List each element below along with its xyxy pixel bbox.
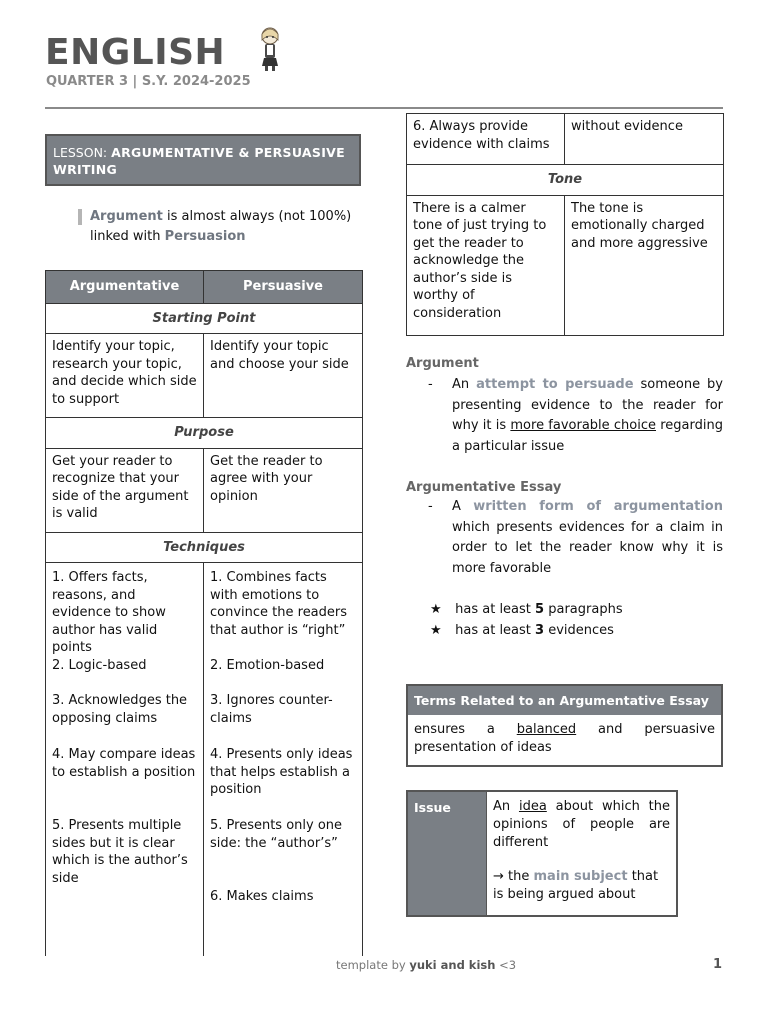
requirement-text: has at least [455, 602, 531, 617]
issue-definition [487, 792, 676, 915]
essay-definition [428, 497, 723, 579]
argument-note [78, 207, 363, 247]
table-cell: 3. Ignores counter-claims [210, 693, 333, 726]
accent-text: attempt to persuade [476, 377, 634, 392]
comparison-table-continued [406, 113, 724, 336]
arrow-text: → the [493, 869, 530, 884]
persuasion-term: Persuasion [164, 229, 246, 244]
lesson-title: ARGUMENTATIVE & PERSUASIVE WRITING [53, 145, 345, 177]
issue-text: that is being argued about [493, 869, 659, 902]
footer-text: template by [336, 958, 406, 972]
definition-text: regarding a particular issue [452, 418, 723, 454]
table-cell: 5. Presents multiple sides but it is clear which is the author’s side [52, 818, 188, 886]
page-subtitle: QUARTER 3 | S.Y. 2024-2025 [46, 74, 251, 89]
requirement-count: 3 [535, 623, 545, 638]
essay-requirements [430, 599, 623, 641]
table-cell: 4. Presents only ideas that helps establish a position [210, 747, 353, 797]
table-cell: 2. Logic-based [52, 658, 147, 673]
table-cell: The tone is emotionally charged and more aggressive [565, 195, 724, 335]
footer-authors: yuki and kish [409, 958, 496, 972]
terms-title: Terms Related to an Argumentative Essay [408, 686, 721, 715]
table-cell: 1. Combines facts with emotions to convince the readers that author is “right” [210, 570, 348, 638]
page-title: ENGLISH [45, 32, 226, 73]
table-cell: 2. Emotion-based [210, 658, 325, 673]
underlined-text: idea [518, 799, 547, 814]
terms-text: and persuasive presentation of ideas [414, 722, 715, 755]
star-icon: ★ [430, 602, 442, 617]
terms-box [406, 684, 723, 767]
issue-text: An [493, 799, 511, 814]
mascot-icon [256, 24, 284, 72]
table-cell: Get the reader to agree with your opinion [204, 448, 363, 532]
section-purpose: Purpose [46, 418, 363, 449]
techniques-argumentative [46, 563, 204, 957]
table-cell: 6. Makes claims [210, 889, 314, 904]
requirement-text: paragraphs [548, 602, 623, 617]
table-cell: 5. Presents only one side: the “author’s” [210, 818, 343, 851]
quote-bar [78, 209, 82, 225]
table-cell: without evidence [565, 114, 724, 165]
header-divider [45, 107, 723, 109]
header-persuasive: Persuasive [204, 271, 363, 304]
comparison-table [45, 270, 363, 956]
section-starting-point: Starting Point [46, 303, 363, 334]
note-text: is almost always (not 100%) linked with [90, 209, 352, 244]
definition-text: A [452, 499, 461, 514]
underlined-text: more favorable choice [510, 418, 656, 433]
essay-heading: Argumentative Essay [406, 480, 562, 495]
accent-text: written form of argumentation [473, 499, 723, 514]
terms-body [408, 715, 721, 765]
lesson-banner [45, 134, 361, 186]
definition-text: which presents evidences for a claim in order to let the reader know why it is more favorable [452, 519, 723, 576]
section-tone: Tone [407, 165, 724, 196]
table-cell: Identify your topic and choose your side [204, 334, 363, 418]
issue-label: Issue [408, 792, 487, 915]
table-cell: 4. May compare ideas to establish a position [52, 747, 196, 780]
table-cell: Identify your topic, research your topic, and decide which side to support [46, 334, 204, 418]
issue-box [406, 790, 678, 917]
page-number: 1 [713, 957, 723, 972]
header-argumentative: Argumentative [46, 271, 204, 304]
footer-text: <3 [499, 958, 517, 972]
underlined-text: balanced [516, 722, 577, 737]
dash-marker: - [428, 499, 433, 514]
table-cell: 1. Offers facts, reasons, and evidence to show author has valid points [52, 570, 166, 655]
table-cell: 3. Acknowledges the opposing claims [52, 693, 188, 726]
terms-text: ensures a [414, 722, 495, 737]
list-item [430, 599, 623, 620]
requirement-text: evidences [548, 623, 614, 638]
definition-text: someone by presenting evidence to the reader for why it is [452, 377, 723, 433]
section-techniques: Techniques [46, 532, 363, 563]
lesson-prefix: LESSON: [53, 145, 108, 160]
definition-text: An [452, 377, 470, 392]
list-item [430, 620, 623, 641]
table-cell: 6. Always provide evidence with claims [407, 114, 565, 165]
table-cell: Get your reader to recognize that your side of the argument is valid [46, 448, 204, 532]
accent-text: main subject [533, 869, 628, 884]
techniques-persuasive [204, 563, 363, 957]
requirement-text: has at least [455, 623, 531, 638]
dash-marker: - [428, 377, 433, 392]
star-icon: ★ [430, 623, 442, 638]
table-cell: There is a calmer tone of just trying to get the reader to acknowledge the author’s side is worthy of consideration [407, 195, 565, 335]
argument-heading: Argument [406, 356, 479, 371]
requirement-count: 5 [535, 602, 545, 617]
argument-definition [428, 375, 723, 457]
argument-term: Argument [90, 209, 163, 224]
footer-credit [336, 958, 516, 972]
issue-text: about which the opinions of people are different [493, 799, 670, 850]
